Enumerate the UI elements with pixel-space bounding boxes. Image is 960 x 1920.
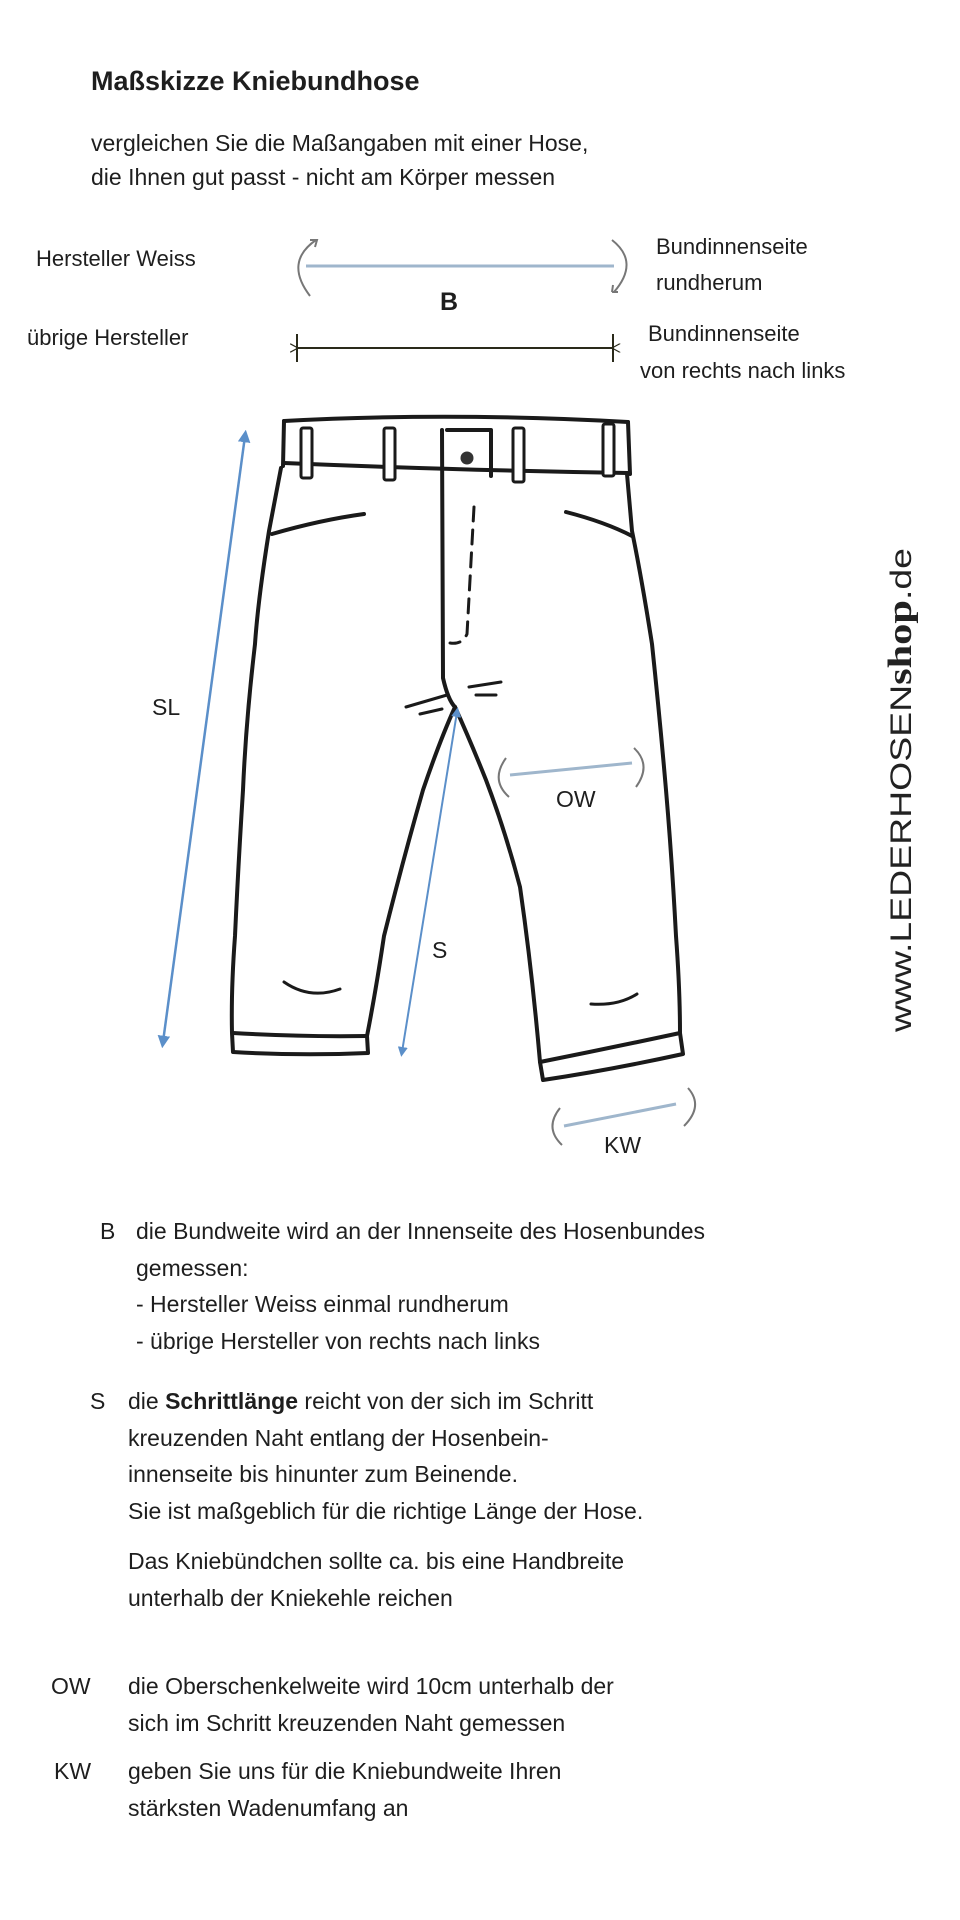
- legend-s-line: kreuzenden Naht entlang der Hosenbein-: [128, 1424, 549, 1451]
- legend-b-line: gemessen:: [136, 1254, 249, 1281]
- watermark-text: www.LEDERHOSENshop.de: [882, 558, 919, 1032]
- legend-s-line: Sie ist maßgeblich für die richtige Länge der Hose.: [128, 1497, 644, 1524]
- label-kw: KW: [604, 1132, 642, 1158]
- waist-straight-measure-arrow: [297, 334, 613, 362]
- legend-key-ow: OW: [51, 1673, 91, 1699]
- pants-outline: [232, 417, 683, 1080]
- label-uebrige-hersteller: übrige Hersteller: [27, 325, 189, 350]
- label-s: S: [432, 937, 448, 963]
- legend-kw-text: [128, 1753, 561, 1826]
- label-rundherum: rundherum: [656, 270, 763, 295]
- legend-s-bold-term: Schrittlänge: [165, 1388, 299, 1414]
- legend-b-line: - Hersteller Weiss einmal rundherum: [136, 1291, 509, 1317]
- label-hersteller-weiss: Hersteller Weiss: [36, 246, 196, 271]
- legend-b-line: die Bundweite wird an der Innenseite des Hosenbundes: [136, 1218, 705, 1244]
- legend-s-note-line: unterhalb der Kniekehle reichen: [128, 1584, 453, 1611]
- legend-key-s: S: [90, 1388, 106, 1414]
- legend-s-line: [128, 1383, 643, 1420]
- label-bundinnenseite-1: Bundinnenseite: [656, 234, 808, 259]
- button-icon: [461, 452, 474, 465]
- legend-ow-line: die Oberschenkelweite wird 10cm unterhalb der: [128, 1673, 614, 1699]
- subtitle-line-1: vergleichen Sie die Maßangaben mit einer Hose,: [91, 130, 589, 156]
- label-rechts-nach-links: von rechts nach links: [640, 358, 846, 383]
- label-ow: OW: [556, 786, 596, 812]
- legend-kw-line: geben Sie uns für die Kniebundweite Ihren: [128, 1758, 562, 1784]
- legend-key-b: B: [100, 1218, 116, 1244]
- legend-ow-text: [128, 1668, 614, 1741]
- subtitle-line-2: die Ihnen gut passt - nicht am Körper messen: [91, 164, 556, 190]
- legend-s-suffix: reicht von der sich im Schritt: [298, 1388, 594, 1414]
- label-b: B: [440, 288, 459, 316]
- legend-s-line: innenseite bis hinunter zum Beinende.: [128, 1461, 518, 1487]
- label-sl: SL: [152, 694, 181, 720]
- legend-kw-line: stärksten Wadenumfang an: [128, 1794, 409, 1821]
- legend-key-kw: KW: [54, 1758, 92, 1784]
- legend-s-text: [128, 1383, 643, 1616]
- legend-ow-line: sich im Schritt kreuzenden Naht gemessen: [128, 1709, 566, 1736]
- page-title: Maßskizze Kniebundhose: [91, 66, 420, 96]
- legend-b-text: [136, 1213, 705, 1359]
- label-bundinnenseite-2: Bundinnenseite: [648, 321, 800, 346]
- legend-s-prefix: die: [128, 1388, 166, 1414]
- legend-s-note-line: Das Kniebündchen sollte ca. bis eine Handbreite: [128, 1548, 625, 1574]
- inseam-arrow: [402, 712, 457, 1052]
- waist-round-measure-line: [298, 240, 626, 296]
- legend-b-line: - übrige Hersteller von rechts nach links: [136, 1327, 540, 1354]
